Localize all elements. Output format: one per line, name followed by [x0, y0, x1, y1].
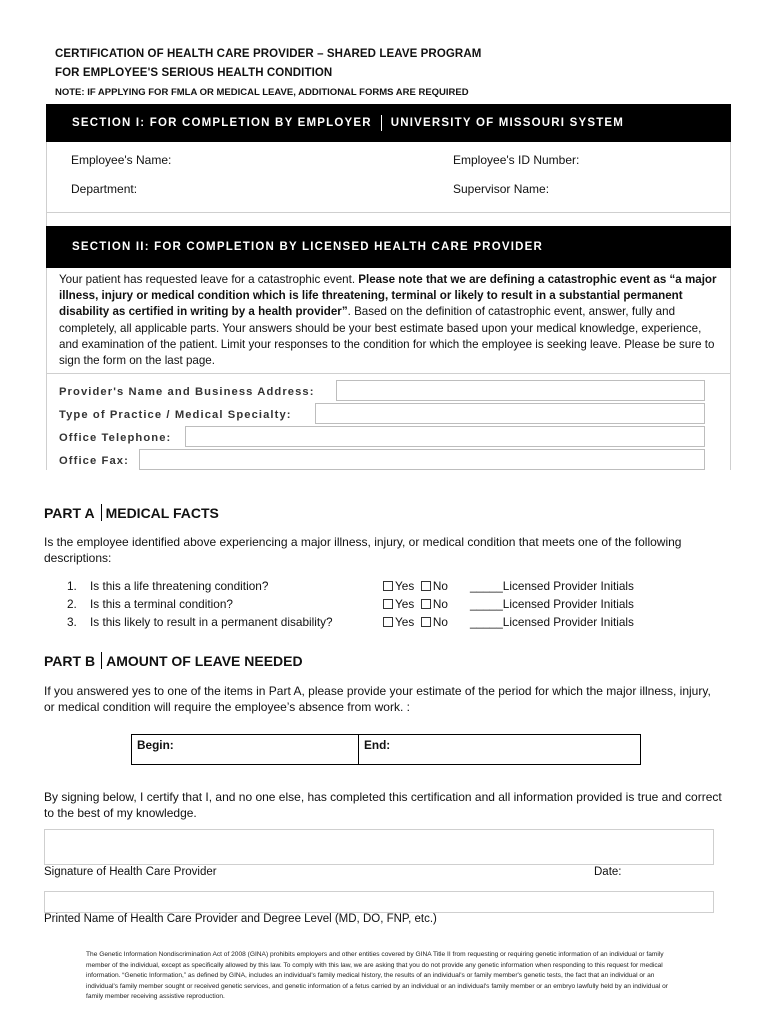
certification-statement: By signing below, I certify that I, and no one else, has completed this certification and all information provided is true and correct to the best of my knowledge. — [44, 790, 722, 820]
item-text: Is this a terminal condition? — [90, 597, 233, 611]
provider-name-label: Provider's Name and Business Address: — [59, 386, 315, 398]
section2-intro — [59, 272, 721, 369]
part-a-item-2: 2. Is this a terminal condition? — [67, 597, 233, 611]
no-checkbox[interactable] — [421, 617, 431, 627]
yes-checkbox[interactable] — [383, 581, 393, 591]
intro-text: Your patient has requested leave for a catastrophic event. — [59, 273, 359, 286]
answer-row-1: Yes No — [383, 579, 448, 593]
part-a-heading — [44, 504, 219, 521]
part-a-label: PART A — [44, 505, 95, 521]
section1-heading-left: SECTION I: FOR COMPLETION BY EMPLOYER — [72, 117, 372, 129]
practice-label: Type of Practice / Medical Specialty: — [59, 409, 292, 421]
end-label: End: — [364, 738, 391, 752]
signature-label: Signature of Health Care Provider — [44, 866, 217, 878]
initials-line-1[interactable]: _____Licensed Provider Initials — [470, 579, 634, 593]
part-b-heading — [44, 652, 303, 669]
begin-label: Begin: — [137, 738, 174, 752]
gina-notice: The Genetic Information Nondiscrimination Act of 2008 (GINA) prohibits employers and other entities covered by GINA Title II from requesting or requiring genetic information of an individual or family member of the individual, except as specifically allowed by this law. To comply with this law, we are asking that you do not provide any genetic information when responding to this request for medical information. “Genetic Information,” as defined by GINA, includes an individual's family medical history, the results of an individual's or family member's genetic tests, the fact that an individual or an individual's family member sought or received genetic services, and genetic information of a fetus carried by an individual or an individual's family member or an embryo lawfully held by an individual or family member receiving assistive reproduction. — [86, 951, 668, 1000]
leave-period-table — [131, 734, 641, 765]
yes-checkbox[interactable] — [383, 617, 393, 627]
form-note: NOTE: IF APPLYING FOR FMLA OR MEDICAL LEAVE, ADDITIONAL FORMS ARE REQUIRED — [55, 87, 469, 98]
intro-instructions: . Based on the definition of catastrophic event, answer, fully and completely, all applicable parts. Your answers should be your best estimate based upon your medical knowledge, experience, and examination of the patient. Limit your responses to the condition for which the employee is seeking leave. Please be sure to sign the form on the last page. — [59, 305, 715, 368]
section2-heading: SECTION II: FOR COMPLETION BY LICENSED HEALTH CARE PROVIDER — [72, 241, 543, 253]
part-a-item-3: 3. Is this likely to result in a permanent disability? — [67, 615, 333, 629]
initials-line-3[interactable]: _____Licensed Provider Initials — [470, 615, 634, 629]
supervisor-name-label: Supervisor Name: — [453, 182, 550, 196]
section1-heading-right: UNIVERSITY OF MISSOURI SYSTEM — [390, 117, 625, 129]
provider-name-field[interactable] — [336, 380, 705, 401]
answer-row-3: Yes No — [383, 615, 448, 629]
practice-field[interactable] — [315, 403, 705, 424]
employee-id-label: Employee's ID Number: — [453, 153, 580, 167]
part-a-title: MEDICAL FACTS — [105, 505, 219, 521]
telephone-label: Office Telephone: — [59, 432, 172, 444]
section1-header — [46, 104, 731, 142]
item-text: Is this a life threatening condition? — [90, 579, 269, 593]
catastrophic-definition: Please note that we are defining a catastrophic event as “a major illness, injury or medical condition which is life threatening, terminal or likely to result in a substantial permanent disability as certified in writing by a health provider” — [59, 273, 717, 319]
no-checkbox[interactable] — [421, 599, 431, 609]
no-checkbox[interactable] — [421, 581, 431, 591]
part-b-label: PART B — [44, 653, 96, 669]
part-a-item-1: 1. Is this a life threatening condition? — [67, 579, 269, 593]
initials-line-2[interactable]: _____Licensed Provider Initials — [470, 597, 634, 611]
fax-field[interactable] — [139, 449, 705, 470]
section2-divider — [47, 373, 730, 374]
item-text: Is this likely to result in a permanent disability? — [90, 615, 333, 629]
printed-name-field[interactable] — [44, 891, 714, 913]
printed-name-label: Printed Name of Health Care Provider and Degree Level (MD, DO, FNP, etc.) — [44, 913, 437, 925]
signature-field[interactable] — [44, 829, 714, 865]
department-label: Department: — [71, 182, 138, 196]
section2-body — [46, 268, 731, 470]
part-b-instructions: If you answered yes to one of the items in Part A, please provide your estimate of the period for which the major illness, injury, or medical condition will require the employee’s absence from work. : — [44, 684, 711, 714]
date-label: Date: — [594, 866, 622, 878]
section2-header — [46, 226, 731, 268]
answer-row-2: Yes No — [383, 597, 448, 611]
section1-body — [46, 142, 731, 226]
fax-label: Office Fax: — [59, 455, 129, 467]
heading-divider — [381, 115, 382, 131]
part-b-title: AMOUNT OF LEAVE NEEDED — [106, 653, 303, 669]
form-title-line1: CERTIFICATION OF HEALTH CARE PROVIDER – SHARED LEAVE PROGRAM — [55, 48, 482, 60]
part-a-question: Is the employee identified above experiencing a major illness, injury, or medical condition that meets one of the following descriptions: — [44, 535, 682, 565]
employee-name-label: Employee's Name: — [71, 153, 172, 167]
yes-checkbox[interactable] — [383, 599, 393, 609]
telephone-field[interactable] — [185, 426, 705, 447]
section1-divider — [47, 212, 730, 213]
end-cell[interactable] — [359, 735, 641, 765]
form-title-line2: FOR EMPLOYEE'S SERIOUS HEALTH CONDITION — [55, 67, 333, 79]
begin-cell[interactable] — [132, 735, 359, 765]
